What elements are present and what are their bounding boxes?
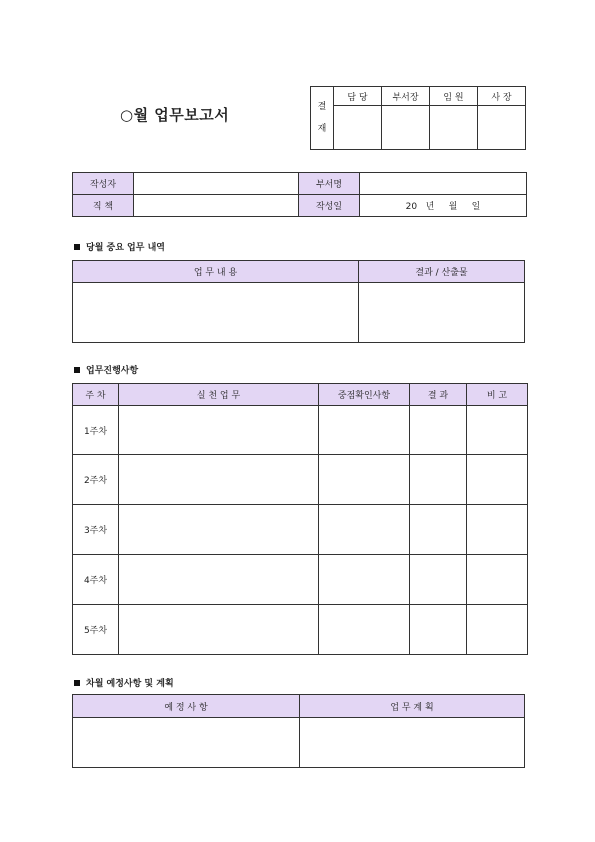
dept-field[interactable]: [360, 173, 527, 195]
remarks-cell[interactable]: [467, 505, 528, 555]
approval-side-label-top: 결: [317, 102, 327, 112]
approval-role-staff: 담 당: [334, 87, 382, 106]
tasks-header-result: 결과 / 산출물: [359, 261, 525, 283]
task-cell[interactable]: [119, 555, 319, 605]
remarks-cell[interactable]: [467, 455, 528, 505]
monthly-tasks-table: [72, 260, 525, 343]
task-cell[interactable]: [119, 605, 319, 655]
author-label: 작성자: [73, 173, 134, 195]
week-label: 4주차: [73, 555, 119, 605]
section1-heading: [74, 240, 165, 253]
section1-heading-text: 당월 중요 업무 내역: [86, 243, 165, 253]
info-table: [72, 172, 527, 217]
week-label: 1주차: [73, 406, 119, 455]
focus-cell[interactable]: [319, 555, 410, 605]
result-cell[interactable]: [410, 406, 467, 455]
approval-table: [310, 86, 526, 150]
task-cell[interactable]: [119, 505, 319, 555]
section2-heading-text: 업무진행사항: [86, 366, 139, 376]
table-row: [73, 505, 528, 555]
bullet-square-icon: [74, 367, 80, 373]
dept-label: 부서명: [299, 173, 360, 195]
task-cell[interactable]: [119, 406, 319, 455]
focus-cell[interactable]: [319, 406, 410, 455]
focus-cell[interactable]: [319, 605, 410, 655]
bullet-square-icon: [74, 680, 80, 686]
progress-table: [72, 383, 528, 655]
progress-header-focus: 중점확인사항: [319, 384, 410, 406]
bullet-square-icon: [74, 244, 80, 250]
progress-header-result: 결 과: [410, 384, 467, 406]
section3-heading: [74, 676, 174, 689]
table-row: [73, 605, 528, 655]
author-field[interactable]: [134, 173, 299, 195]
position-field[interactable]: [134, 195, 299, 217]
plan-header-plan: 업 무 계 획: [300, 695, 525, 718]
approval-sign-staff[interactable]: [334, 106, 382, 150]
progress-header-week: 주 차: [73, 384, 119, 406]
result-cell[interactable]: [410, 605, 467, 655]
date-field[interactable]: 20 년 월 일: [360, 195, 527, 217]
remarks-cell[interactable]: [467, 555, 528, 605]
result-cell[interactable]: [410, 555, 467, 605]
approval-role-executive: 임 원: [430, 87, 478, 106]
plan-plan-cell[interactable]: [300, 718, 525, 768]
focus-cell[interactable]: [319, 455, 410, 505]
table-row: [73, 455, 528, 505]
week-label: 3주차: [73, 505, 119, 555]
tasks-content-cell[interactable]: [73, 283, 359, 343]
approval-sign-president[interactable]: [478, 106, 526, 150]
next-month-plan-table: [72, 694, 525, 768]
page-title: ○월 업무보고서: [120, 106, 230, 124]
remarks-cell[interactable]: [467, 406, 528, 455]
progress-header-remarks: 비 고: [467, 384, 528, 406]
remarks-cell[interactable]: [467, 605, 528, 655]
plan-header-schedule: 예 정 사 항: [73, 695, 300, 718]
week-label: 2주차: [73, 455, 119, 505]
section2-heading: [74, 363, 138, 376]
approval-side-label-bottom: 재: [317, 124, 327, 134]
position-label: 직 책: [73, 195, 134, 217]
result-cell[interactable]: [410, 505, 467, 555]
approval-role-president: 사 장: [478, 87, 526, 106]
task-cell[interactable]: [119, 455, 319, 505]
date-label: 작성일: [299, 195, 360, 217]
week-label: 5주차: [73, 605, 119, 655]
tasks-header-content: 업 무 내 용: [73, 261, 359, 283]
approval-role-dept-head: 부서장: [382, 87, 430, 106]
plan-schedule-cell[interactable]: [73, 718, 300, 768]
approval-sign-executive[interactable]: [430, 106, 478, 150]
section3-heading-text: 차월 예정사항 및 계획: [86, 679, 174, 689]
result-cell[interactable]: [410, 455, 467, 505]
approval-side-label: [311, 87, 334, 150]
progress-header-task: 실 천 업 무: [119, 384, 319, 406]
approval-sign-dept-head[interactable]: [382, 106, 430, 150]
table-row: [73, 406, 528, 455]
focus-cell[interactable]: [319, 505, 410, 555]
table-row: [73, 555, 528, 605]
tasks-result-cell[interactable]: [359, 283, 525, 343]
